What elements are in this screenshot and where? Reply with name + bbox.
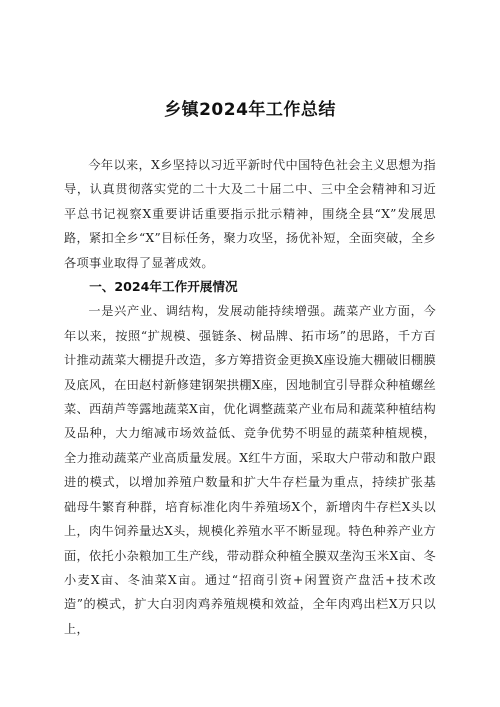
document-body xyxy=(64,153,436,641)
section-heading: 一、2024年工作开展情况 xyxy=(89,279,238,295)
document-title: 乡镇2024年工作总结 xyxy=(164,100,336,120)
section-body-paragraph: 一是兴产业、调结构，发展动能持续增强。蔬菜产业方面，今年以来，按照“扩规模、强链条、树品牌、拓市场”的思路，千方百计推动蔬菜大棚提升改造，多方筹措资金更换X座设施大棚破旧棚膜及底风，在田赵村新修建钢架拱棚X座，因地制宜引导群众种植螺丝菜、西葫芦等露地蔬菜X亩，优化调整蔬菜产业布局和蔬菜种植结构及品种，大力缩减市场效益低、竞争优势不明显的蔬菜种植规模，全力推动蔬菜产业高质量发展。X红牛方面，采取大户带动和散户跟进的模式，以增加养殖户数量和扩大牛存栏量为重点，持续扩张基础母牛繁育种群，培育标准化肉牛养殖场X个，新增肉牛存栏X头以上，肉牛饲养量达X头，规模化养殖水平不断显现。特色种养产业方面，依托小杂粮加工生产线，带动群众种植全膜双垄沟玉米X亩、冬小麦X亩、冬油菜X亩。通过“招商引资+闲置资产盘活+技术改造”的模式，扩大白羽肉鸡养殖规模和效益，全年肉鸡出栏X万只以上， xyxy=(64,304,436,636)
intro-paragraph: 今年以来，X乡坚持以习近平新时代中国特色社会主义思想为指导，认真贯彻落实党的二十大及二十届二中、三中全会精神和习近平总书记视察X重要讲话重要指示批示精神，围绕全县“X”发展思路，紧扣全乡“X”目标任务，聚力攻坚，扬优补短，全面突破，全乡各项事业取得了显著成效。 xyxy=(64,158,436,270)
